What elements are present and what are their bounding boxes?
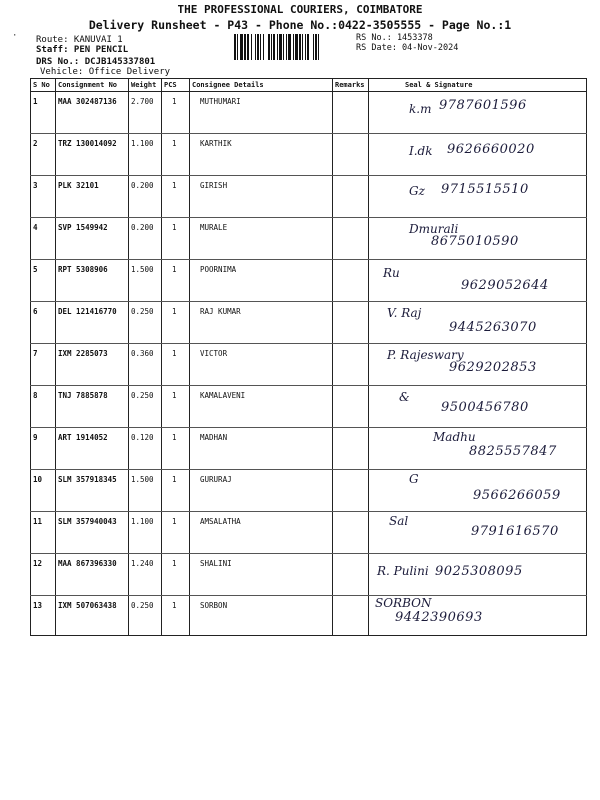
pieces (162, 596, 190, 636)
dot-mark: · (12, 31, 18, 41)
weight: 1.100 (129, 512, 162, 554)
signature-handwriting: G (409, 472, 419, 486)
consignee-name (190, 92, 333, 134)
weight: 1.500 (129, 470, 162, 512)
col-header-weight: Weight (129, 79, 162, 92)
table-row (31, 470, 587, 512)
pieces-text: 1 (172, 349, 177, 358)
staff-label: Staff: PEN PENCIL (36, 45, 129, 55)
handwritten-phone: 9787601596 (439, 98, 527, 113)
consignee-name-text: SHALINI (200, 559, 232, 568)
table-row (31, 512, 587, 554)
row-sno: 12 (31, 554, 56, 596)
col-header-pcs: PCS (162, 79, 190, 92)
row-sno: 8 (31, 386, 56, 428)
remarks-cell (333, 512, 369, 554)
consignee-name-text: SORBON (200, 601, 228, 610)
pieces-text: 1 (172, 181, 177, 190)
consignee-name (190, 176, 333, 218)
barcode-graphic (234, 34, 350, 60)
pieces (162, 428, 190, 470)
seal-signature-cell (369, 218, 587, 260)
rs-number: RS No.: 1453378 (356, 33, 433, 43)
weight: 0.200 (129, 176, 162, 218)
consignee-name (190, 470, 333, 512)
row-sno: 13 (31, 596, 56, 636)
handwritten-phone: 8675010590 (431, 234, 519, 249)
remarks-cell (333, 428, 369, 470)
consignee-name-text: VICTOR (200, 349, 228, 358)
signature-handwriting: V. Raj (387, 306, 422, 320)
seal-signature-cell (369, 386, 587, 428)
pieces (162, 386, 190, 428)
consignment-no: SVP 1549942 (56, 218, 129, 260)
weight: 1.240 (129, 554, 162, 596)
consignee-name (190, 512, 333, 554)
seal-signature-cell (369, 596, 587, 636)
company-title: THE PROFESSIONAL COURIERS, COIMBATORE (177, 3, 423, 16)
seal-signature-cell (369, 512, 587, 554)
consignee-name-text: MADHAN (200, 433, 228, 442)
table-row (31, 596, 587, 636)
weight: 0.200 (129, 218, 162, 260)
signature-handwriting: Madhu (433, 430, 476, 444)
route-label: Route: KANUVAI 1 (36, 35, 123, 45)
consignment-no: PLK 32101 (56, 176, 129, 218)
weight: 0.120 (129, 428, 162, 470)
handwritten-phone: 9791616570 (471, 524, 559, 539)
consignee-name-text: GIRISH (200, 181, 228, 190)
remarks-cell (333, 554, 369, 596)
table-row (31, 302, 587, 344)
consignee-name-text: RAJ KUMAR (200, 307, 241, 316)
table-row (31, 344, 587, 386)
pieces-text: 1 (172, 601, 177, 610)
pieces (162, 344, 190, 386)
table-row (31, 260, 587, 302)
pieces-text: 1 (172, 223, 177, 232)
remarks-cell (333, 134, 369, 176)
consignee-name-text: AMSALATHA (200, 517, 241, 526)
consignee-name (190, 428, 333, 470)
handwritten-phone: 9626660020 (447, 142, 535, 157)
remarks-cell (333, 92, 369, 134)
consignee-name (190, 218, 333, 260)
pieces (162, 92, 190, 134)
pieces-text: 1 (172, 391, 177, 400)
row-sno: 4 (31, 218, 56, 260)
signature-handwriting: Dmurali (409, 222, 459, 236)
handwritten-phone: 9025308095 (435, 564, 523, 579)
consignment-no: RPT 5308906 (56, 260, 129, 302)
signature-handwriting: I.dk (409, 144, 433, 158)
consignment-no: SLM 357940043 (56, 512, 129, 554)
pieces (162, 512, 190, 554)
consignee-name (190, 554, 333, 596)
consignee-name (190, 134, 333, 176)
row-sno: 2 (31, 134, 56, 176)
consignment-no: DEL 121416770 (56, 302, 129, 344)
consignee-name-text: POORNIMA (200, 265, 237, 274)
consignment-no: ART 1914052 (56, 428, 129, 470)
seal-signature-cell (369, 428, 587, 470)
row-sno: 5 (31, 260, 56, 302)
consignment-no: IXM 2285073 (56, 344, 129, 386)
remarks-cell (333, 302, 369, 344)
row-sno: 11 (31, 512, 56, 554)
table-row (31, 176, 587, 218)
pieces-text: 1 (172, 307, 177, 316)
handwritten-phone: 9442390693 (395, 610, 483, 625)
remarks-cell (333, 260, 369, 302)
consignment-no: TRZ 130014092 (56, 134, 129, 176)
runsheet-table (30, 78, 587, 636)
table-row (31, 428, 587, 470)
col-header-seal-signature: Seal & Signature (369, 79, 587, 92)
seal-signature-cell (369, 176, 587, 218)
table-row (31, 134, 587, 176)
weight: 2.700 (129, 92, 162, 134)
row-sno: 9 (31, 428, 56, 470)
pieces-text: 1 (172, 433, 177, 442)
consignee-name-text: GURURAJ (200, 475, 232, 484)
pieces-text: 1 (172, 517, 177, 526)
seal-signature-cell (369, 554, 587, 596)
consignee-name-text: KAMALAVENI (200, 391, 246, 400)
weight: 1.500 (129, 260, 162, 302)
signature-handwriting: SORBON (375, 596, 432, 610)
table-header-row (31, 79, 587, 92)
table-row (31, 92, 587, 134)
remarks-cell (333, 218, 369, 260)
seal-signature-cell (369, 470, 587, 512)
consignee-name-text: KARTHIK (200, 139, 232, 148)
weight: 0.250 (129, 386, 162, 428)
seal-signature-cell (369, 92, 587, 134)
col-header-sno: S No (31, 79, 56, 92)
consignee-name-text: MUTHUMARI (200, 97, 241, 106)
handwritten-phone: 9500456780 (441, 400, 529, 415)
seal-signature-cell (369, 134, 587, 176)
signature-handwriting: R. Pulini (377, 564, 429, 578)
row-sno: 3 (31, 176, 56, 218)
remarks-cell (333, 470, 369, 512)
rs-date: RS Date: 04-Nov-2024 (356, 43, 459, 53)
pieces-text: 1 (172, 265, 177, 274)
pieces (162, 302, 190, 344)
col-header-consignment: Consignment No (56, 79, 129, 92)
consignee-name (190, 302, 333, 344)
col-header-consignee: Consignee Details (190, 79, 333, 92)
consignment-no: MAA 302487136 (56, 92, 129, 134)
pieces (162, 260, 190, 302)
signature-handwriting: & (399, 390, 410, 404)
handwritten-phone: 8825557847 (469, 444, 557, 459)
seal-signature-cell (369, 260, 587, 302)
table-row (31, 218, 587, 260)
handwritten-phone: 9566266059 (473, 488, 561, 503)
consignment-no: SLM 357918345 (56, 470, 129, 512)
row-sno: 6 (31, 302, 56, 344)
seal-signature-cell (369, 302, 587, 344)
pieces-text: 1 (172, 139, 177, 148)
col-header-remarks: Remarks (333, 79, 369, 92)
pieces (162, 176, 190, 218)
consignee-name (190, 260, 333, 302)
pieces (162, 218, 190, 260)
handwritten-phone: 9715515510 (441, 182, 529, 197)
remarks-cell (333, 386, 369, 428)
pieces-text: 1 (172, 475, 177, 484)
remarks-cell (333, 344, 369, 386)
pieces (162, 470, 190, 512)
row-sno: 1 (31, 92, 56, 134)
weight: 0.250 (129, 596, 162, 636)
consignment-no: TNJ 7885878 (56, 386, 129, 428)
signature-handwriting: Ru (383, 266, 400, 280)
consignee-name-text: MURALE (200, 223, 228, 232)
consignee-name (190, 386, 333, 428)
row-sno: 7 (31, 344, 56, 386)
handwritten-phone: 9445263070 (449, 320, 537, 335)
consignee-name (190, 596, 333, 636)
pieces (162, 134, 190, 176)
signature-handwriting: P. Rajeswary (387, 348, 464, 362)
runsheet-subtitle: Delivery Runsheet - P43 - Phone No.:0422-3505555 - Page No.:1 (88, 18, 512, 32)
handwritten-phone: 9629052644 (461, 278, 549, 293)
seal-signature-cell (369, 344, 587, 386)
consignment-no: IXM 507063438 (56, 596, 129, 636)
drs-number: DRS No.: DCJB145337801 (36, 57, 156, 67)
table-row (31, 386, 587, 428)
consignment-no: MAA 867396330 (56, 554, 129, 596)
table-row (31, 554, 587, 596)
signature-handwriting: Sal (389, 514, 409, 528)
row-sno: 10 (31, 470, 56, 512)
weight: 0.360 (129, 344, 162, 386)
vehicle-label: Vehicle: Office Delivery (40, 67, 171, 77)
remarks-cell (333, 596, 369, 636)
handwritten-phone: 9629202853 (449, 360, 537, 375)
weight: 0.250 (129, 302, 162, 344)
pieces (162, 554, 190, 596)
consignee-name (190, 344, 333, 386)
signature-handwriting: k.m (409, 102, 432, 116)
weight: 1.100 (129, 134, 162, 176)
pieces-text: 1 (172, 97, 177, 106)
signature-handwriting: Gz (409, 184, 425, 198)
pieces-text: 1 (172, 559, 177, 568)
remarks-cell (333, 176, 369, 218)
